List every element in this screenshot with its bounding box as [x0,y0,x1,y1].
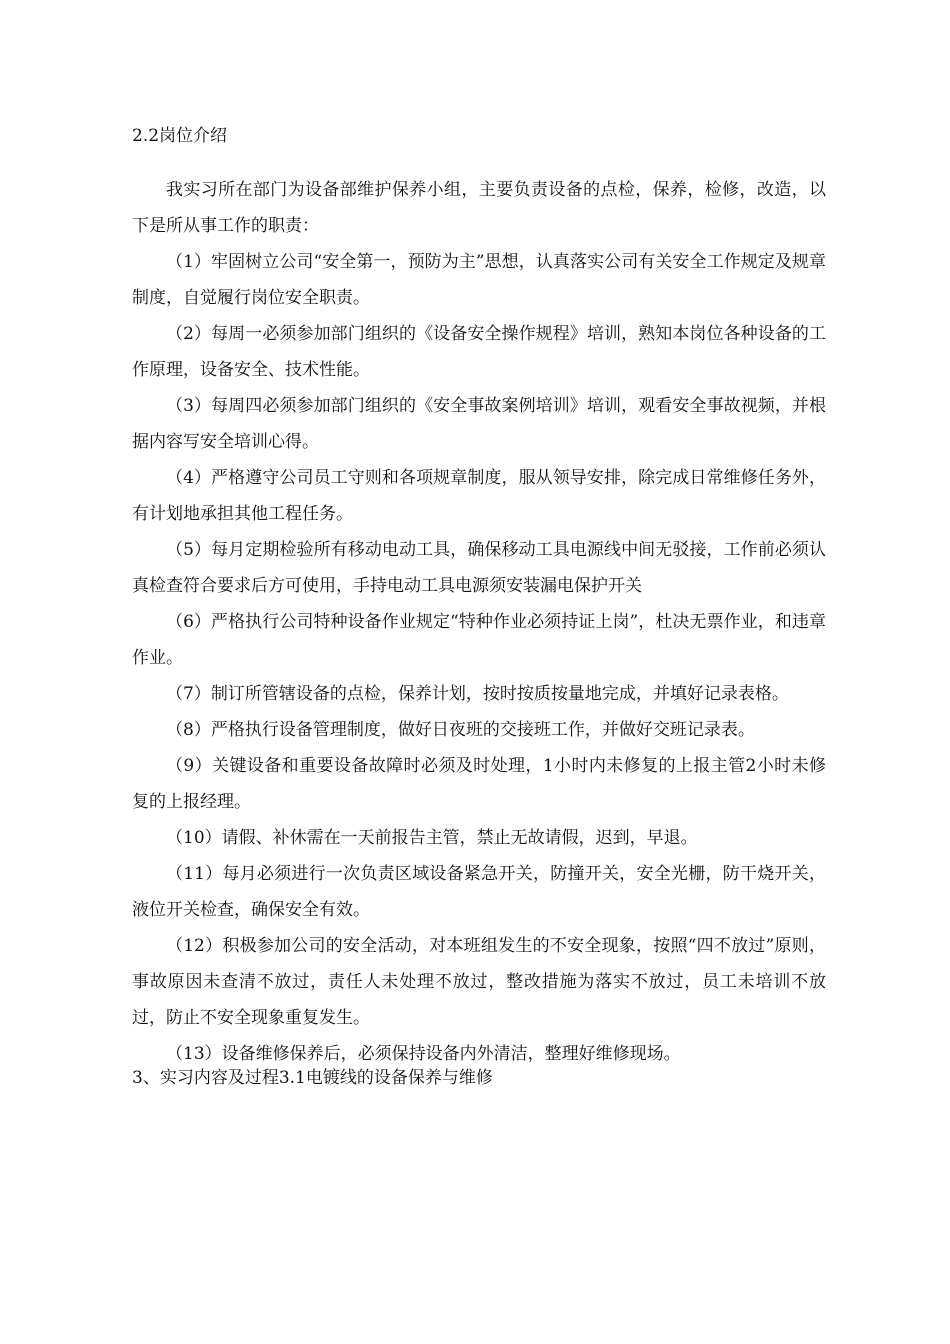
duty-item-8: （8）严格执行设备管理制度，做好日夜班的交接班工作，并做好交班记录表。 [166,720,755,740]
duty-item-6: （6）严格执行公司特种设备作业规定“特种作业必须持证上岗”，杜决无票作业，和违章作业。 [132,612,826,668]
document-body [132,118,826,1092]
duty-item-4: （4）严格遵守公司员工守则和各项规章制度，服从领导安排，除完成日常维修任务外，有计划地承担其他工程任务。 [132,468,826,524]
duty-item-10: （10）请假、补休需在一天前报告主管，禁止无故请假，迟到，早退。 [166,828,698,848]
next-section-heading: 3、实习内容及过程3.1电镀线的设备保养与维修 [132,1068,493,1088]
section-heading: 2.2岗位介绍 [132,126,228,146]
duty-item-11: （11）每月必须进行一次负责区域设备紧急开关，防撞开关，安全光栅，防干烧开关，液位开关检查，确保安全有效。 [132,864,826,920]
duty-item-13: （13）设备维修保养后，必须保持设备内外清洁，整理好维修现场。 [166,1044,681,1064]
intro-paragraph: 我实习所在部门为设备部维护保养小组，主要负责设备的点检，保养，检修，改造，以下是所从事工作的职责： [132,180,826,236]
duty-list [132,244,826,1072]
duty-item-2: （2）每周一必须参加部门组织的《设备安全操作规程》培训，熟知本岗位各种设备的工作原理，设备安全、技术性能。 [132,324,826,380]
duty-item-1: （1）牢固树立公司“安全第一，预防为主”思想，认真落实公司有关安全工作规定及规章制度，自觉履行岗位安全职责。 [132,252,826,308]
duty-item-12: （12）积极参加公司的安全活动，对本班组发生的不安全现象，按照“四不放过”原则，事故原因未查清不放过，责任人未处理不放过，整改措施为落实不放过，员工未培训不放过，防止不安全现象重复发生。 [132,936,826,1028]
duty-item-7: （7）制订所管辖设备的点检，保养计划，按时按质按量地完成，并填好记录表格。 [166,684,789,704]
duty-item-5: （5）每月定期检验所有移动电动工具，确保移动工具电源线中间无驳接，工作前必须认真检查符合要求后方可使用，手持电动工具电源须安装漏电保护开关 [132,540,826,596]
duty-item-9: （9）关键设备和重要设备故障时必须及时处理，1小时内未修复的上报主管2小时未修复的上报经理。 [132,756,826,812]
duty-item-3: （3）每周四必须参加部门组织的《安全事故案例培训》培训，观看安全事故视频，并根据内容写安全培训心得。 [132,396,826,452]
